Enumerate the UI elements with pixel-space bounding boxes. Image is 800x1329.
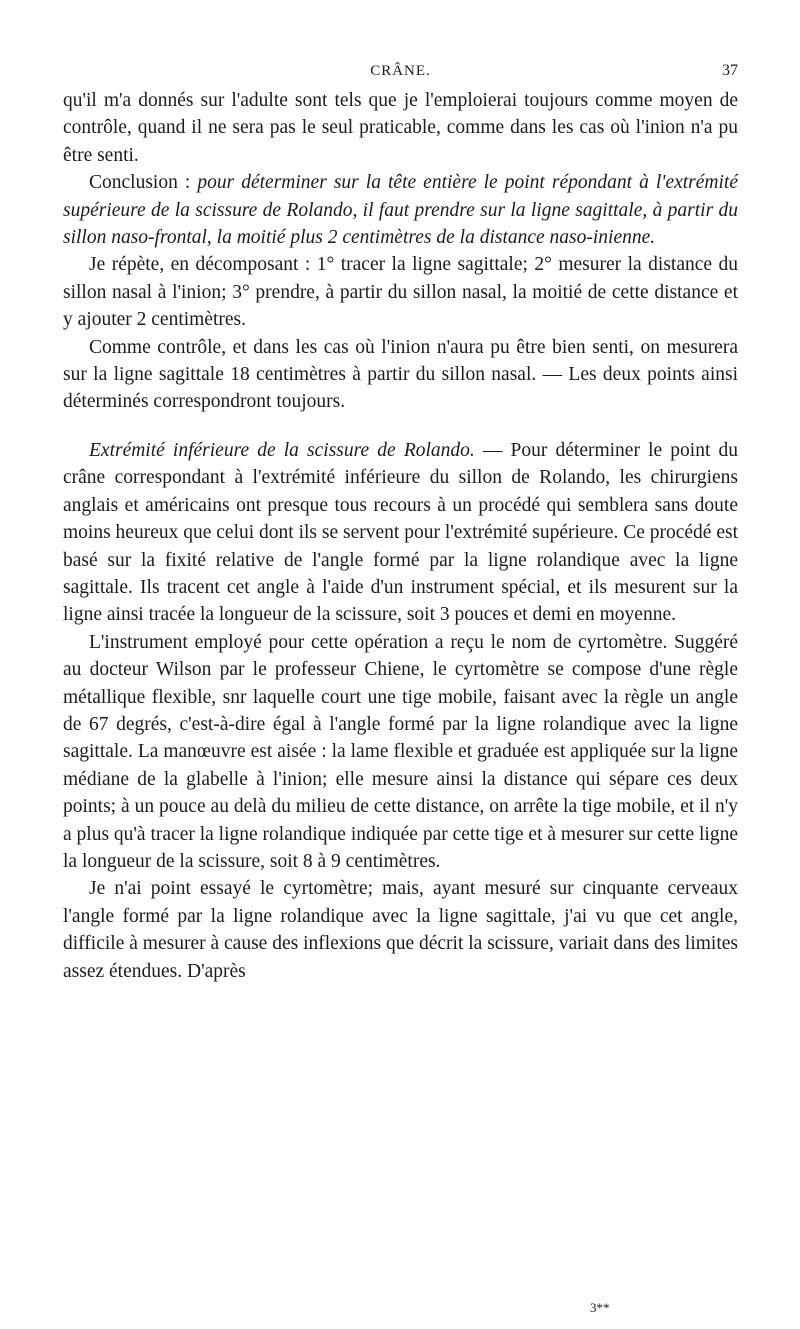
paragraph: L'instrument employé pour cette opération a reçu le nom de cyrtomètre. Suggéré au docteur Wilson par le professeur Chiene, le cyrtomètre se compose d'une règle métallique flexible, snr laquelle court une tige mobile, faisant avec la règle un angle de 67 degrés, c'est-à-dire égal à l'angle formé par la ligne rolandique avec la ligne sagittale. La manœuvre est aisée : la lame flexible et graduée est appliquée sur la ligne médiane de la glabelle à l'inion; elle mesure ainsi la distance qui sépare ces deux points; à un pouce au delà du milieu de cette distance, on arrête la tige mobile, et il n'y a plus qu'à tracer la ligne rolandique indiquée par cette tige et à mesurer sur cette ligne la longueur de la scissure, soit 8 à 9 centimètres. bbox=[63, 631, 738, 872]
section-heading: Extrémité inférieure de la scissure de Rolando. bbox=[89, 439, 475, 461]
section-paragraph bbox=[63, 437, 738, 629]
conclusion-statement: pour déterminer sur la tête entière le point répondant à l'extrémité supérieure de la scissure de Rolando, il faut prendre sur la ligne sagittale, à partir du sillon naso-frontal, la moitié plus 2 centimètres de la distance naso-inienne. bbox=[63, 172, 738, 249]
conclusion-lead: Conclusion : bbox=[89, 172, 198, 194]
section-text: — Pour déterminer le point du crâne correspondant à l'extrémité inférieure du sillon de Rolando, les chirurgiens anglais et américains ont presque tous recours à un procédé qui semblera sans doute moins heureux que celui dont ils se servent pour l'extrémité supérieure. Ce procédé est basé sur la fixité relative de l'angle formé par la ligne rolandique avec la ligne sagittale. Ils tracent cet angle à l'aide d'un instrument spécial, et ils mesurent sur la ligne ainsi tracée la longueur de la scissure, soit 3 pouces et demi en moyenne. bbox=[63, 439, 738, 626]
conclusion-paragraph bbox=[63, 169, 738, 251]
paragraph: qu'il m'a donnés sur l'adulte sont tels que je l'emploierai toujours comme moyen de contrôle, quand il ne sera pas le seul praticable, comme dans les cas où l'inion n'a pu être senti. bbox=[63, 90, 738, 166]
body-text bbox=[63, 87, 738, 985]
paragraph: Comme contrôle, et dans les cas où l'inion n'aura pu être bien senti, on mesurera sur la ligne sagittale 18 centimètres à partir du sillon nasal. — Les deux points ainsi déterminés correspondront toujours. bbox=[63, 336, 738, 413]
signature-mark: 3** bbox=[590, 1300, 610, 1315]
paragraph: Je répète, en décomposant : 1° tracer la ligne sagittale; 2° mesurer la distance du sillon nasal à l'inion; 3° prendre, à partir du sillon nasal, la moitié de cette distance et y ajouter 2 centimètres. bbox=[63, 254, 738, 331]
running-title: CRÂNE. bbox=[370, 63, 431, 79]
paragraph: Je n'ai point essayé le cyrtomètre; mais, ayant mesuré sur cinquante cerveaux l'angle formé par la ligne rolandique avec la ligne sagittale, j'ai vu que cet angle, difficile à mesurer à cause des inflexions que décrit la scissure, variait dans des limites assez étendues. D'après bbox=[63, 878, 738, 982]
page-number: 37 bbox=[722, 62, 738, 79]
running-head bbox=[63, 58, 738, 84]
